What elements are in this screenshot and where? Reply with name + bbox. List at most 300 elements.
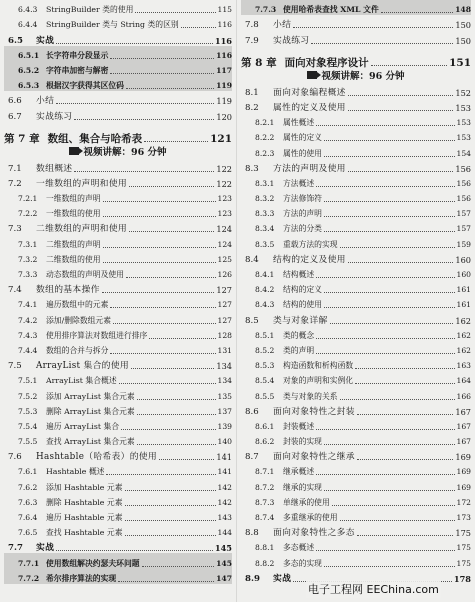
dot-leader xyxy=(324,216,455,217)
dot-leader xyxy=(74,171,214,172)
toc-subsection-entry xyxy=(241,356,471,371)
entry-page-number: 144 xyxy=(217,528,232,538)
toc-subsection-entry xyxy=(241,234,471,249)
entry-page-number: 169 xyxy=(455,452,471,463)
dot-leader xyxy=(316,125,454,126)
entry-page-number: 150 xyxy=(455,35,471,46)
entry-title: 面向对象特性之多态 xyxy=(273,528,355,539)
toc-section-entry xyxy=(241,98,471,113)
entry-number: 8.6.1 xyxy=(255,421,275,431)
entry-page-number: 156 xyxy=(456,178,471,188)
entry-title: 结构的定义及使用 xyxy=(273,254,346,265)
entry-number: 8.2 xyxy=(245,102,259,113)
toc-subsection-entry xyxy=(4,61,232,76)
entry-title: 属性的定义及使用 xyxy=(273,102,346,113)
entry-page-number: 123 xyxy=(217,209,232,219)
dot-leader xyxy=(144,141,208,142)
toc-section-entry xyxy=(241,310,471,325)
entry-title: 长字符串分段显示 xyxy=(46,50,109,60)
toc-subsection-entry xyxy=(4,371,232,386)
entry-number: 8.3.3 xyxy=(255,209,275,219)
dot-leader xyxy=(125,490,216,491)
dot-leader xyxy=(129,186,214,187)
entry-title: 删除 ArrayList 集合元素 xyxy=(46,406,135,416)
toc-section-entry xyxy=(241,250,471,265)
toc-section-entry xyxy=(4,174,232,189)
toc-section-entry xyxy=(241,523,471,538)
toc-subsection-entry xyxy=(4,493,232,508)
video-camera-icon xyxy=(307,71,317,79)
dot-leader xyxy=(121,429,215,430)
dot-leader xyxy=(316,353,454,354)
entry-number: 第 7 章 xyxy=(4,132,40,145)
entry-title: 数组的基本操作 xyxy=(36,285,100,296)
toc-subsection-entry xyxy=(241,219,471,234)
toc-subsection-entry xyxy=(241,128,471,143)
entry-number: 7.5.5 xyxy=(18,437,38,447)
entry-page-number: 120 xyxy=(216,111,232,122)
entry-title: 方法的声明及使用 xyxy=(273,163,346,174)
dot-leader xyxy=(348,110,454,111)
video-duration-text: 视频讲解：96 分钟 xyxy=(83,147,167,158)
toc-subsection-entry xyxy=(4,417,232,432)
dot-leader xyxy=(324,307,455,308)
dot-leader xyxy=(316,338,454,339)
entry-number: 7.9 xyxy=(245,35,259,46)
toc-subsection-entry xyxy=(4,250,232,265)
toc-subsection-entry xyxy=(4,341,232,356)
entry-page-number: 162 xyxy=(455,315,471,326)
entry-title: 一维数组的使用 xyxy=(46,209,101,219)
entry-title: 希尔排序算法的实现 xyxy=(46,573,117,583)
dot-leader xyxy=(125,535,216,536)
entry-number: 7.3.2 xyxy=(18,254,38,264)
entry-title: 小结 xyxy=(36,96,55,107)
toc-chapter-entry xyxy=(4,122,232,144)
dot-leader xyxy=(159,459,214,460)
toc-right-column xyxy=(241,0,471,584)
entry-number: 8.8.1 xyxy=(255,543,275,553)
entry-number: 8.6.2 xyxy=(255,437,275,447)
entry-page-number: 126 xyxy=(217,270,232,279)
entry-title: 遍历数组中的元素 xyxy=(46,300,109,310)
entry-title: 方法的分类 xyxy=(283,224,322,234)
dot-leader xyxy=(371,65,447,66)
entry-number: 8.6 xyxy=(245,406,259,417)
entry-title: 多态概述 xyxy=(283,543,315,553)
entry-page-number: 163 xyxy=(456,361,471,371)
entry-page-number: 121 xyxy=(210,132,232,145)
entry-page-number: 145 xyxy=(214,543,232,554)
entry-page-number: 167 xyxy=(456,421,471,431)
entry-number: 7.7.2 xyxy=(18,573,40,583)
entry-title: 类与对象详解 xyxy=(273,315,328,326)
entry-title: 结构的定义 xyxy=(283,285,322,295)
entry-number: 7.6 xyxy=(8,452,22,463)
entry-title: 实战练习 xyxy=(36,111,73,122)
entry-number: 7.6.4 xyxy=(18,513,38,522)
toc-section-entry xyxy=(241,15,471,30)
entry-number: 7.2 xyxy=(8,178,22,189)
entry-page-number: 175 xyxy=(456,543,471,553)
toc-subsection-entry xyxy=(241,417,471,432)
dot-leader xyxy=(125,505,216,506)
entry-page-number: 152 xyxy=(455,87,471,98)
video-duration-banner xyxy=(241,68,471,83)
entry-number: 7.3 xyxy=(8,224,22,235)
dot-leader xyxy=(330,323,454,324)
entry-number: 7.1 xyxy=(8,163,22,174)
toc-subsection-entry xyxy=(241,143,471,158)
entry-page-number: 167 xyxy=(455,406,471,417)
dot-leader xyxy=(324,444,455,445)
entry-number: 8.3.5 xyxy=(255,239,275,249)
entry-page-number: 160 xyxy=(456,270,471,279)
toc-subsection-entry xyxy=(4,432,232,447)
entry-page-number: 154 xyxy=(456,148,471,158)
entry-page-number: 134 xyxy=(217,376,232,386)
entry-page-number: 137 xyxy=(217,406,232,416)
entry-title: 类的概念 xyxy=(283,330,315,340)
entry-page-number: 127 xyxy=(217,300,232,310)
dot-leader xyxy=(316,186,454,187)
entry-number: 7.4.3 xyxy=(18,330,38,340)
entry-page-number: 117 xyxy=(216,65,232,75)
toc-section-entry xyxy=(4,280,232,295)
toc-section-entry xyxy=(4,356,232,371)
dot-leader xyxy=(324,231,455,232)
entry-number: 8.7.3 xyxy=(255,497,275,507)
entry-page-number: 127 xyxy=(216,285,232,296)
toc-subsection-entry xyxy=(4,234,232,249)
dot-leader xyxy=(113,323,215,324)
entry-title: 根据汉字获得其区位码 xyxy=(46,81,124,91)
entry-title: 面向对象程序设计 xyxy=(284,56,369,69)
entry-number: 8.1 xyxy=(245,87,259,98)
entry-page-number: 156 xyxy=(456,194,471,204)
entry-number: 8.5.5 xyxy=(255,391,275,401)
entry-number: 8.2.2 xyxy=(255,133,275,143)
entry-number: 7.2.2 xyxy=(18,209,38,219)
entry-number: 8.7 xyxy=(245,452,259,463)
entry-title: 实战 xyxy=(36,35,55,46)
entry-page-number: 135 xyxy=(217,391,232,401)
entry-title: Hashtable（哈希表）的使用 xyxy=(36,452,158,463)
dot-leader xyxy=(103,216,216,217)
entry-page-number: 175 xyxy=(456,558,471,568)
dot-leader xyxy=(324,201,455,202)
entry-number: 7.3.1 xyxy=(18,239,38,249)
entry-title: 二维数组的使用 xyxy=(46,254,101,264)
toc-subsection-entry xyxy=(4,204,232,219)
entry-title: 查找 Hashtable 元素 xyxy=(46,528,123,538)
entry-number: 8.5.3 xyxy=(255,361,275,371)
entry-number: 8.3 xyxy=(245,163,259,174)
entry-title: 使用哈希表查找 XML 文件 xyxy=(283,5,379,15)
entry-number: 8.2.1 xyxy=(255,118,275,128)
dot-leader xyxy=(348,95,454,96)
entry-title: 继承的实现 xyxy=(283,482,322,492)
entry-title: 重载方法的实现 xyxy=(283,239,338,249)
entry-number: 8.3.4 xyxy=(255,224,275,234)
toc-subsection-entry xyxy=(241,462,471,477)
entry-number: 8.8 xyxy=(245,528,259,539)
dot-leader xyxy=(106,474,215,475)
entry-number: 7.7.1 xyxy=(18,558,40,568)
entry-number: 8.5.1 xyxy=(255,330,275,340)
toc-section-entry xyxy=(4,538,232,553)
dot-leader xyxy=(357,535,453,536)
entry-title: 面向对象编程概述 xyxy=(273,87,346,98)
entry-title: 一维数组的声明和使用 xyxy=(36,178,127,189)
dot-leader xyxy=(149,338,215,339)
dot-leader xyxy=(324,490,455,491)
dot-leader xyxy=(56,550,213,551)
entry-title: 继承概述 xyxy=(283,467,315,477)
toc-section-entry xyxy=(4,30,232,45)
entry-page-number: 122 xyxy=(216,178,232,189)
entry-page-number: 150 xyxy=(455,20,471,31)
entry-page-number: 119 xyxy=(216,81,232,91)
entry-page-number: 131 xyxy=(217,345,232,355)
entry-number: 8.7.1 xyxy=(255,467,275,477)
entry-number: 8.8.2 xyxy=(255,558,275,568)
toc-subsection-entry xyxy=(4,553,232,568)
entry-page-number: 119 xyxy=(216,96,232,107)
entry-title: 构造函数和析构函数 xyxy=(283,361,354,371)
toc-subsection-entry xyxy=(4,310,232,325)
entry-page-number: 124 xyxy=(216,224,232,235)
entry-title: Hashtable 概述 xyxy=(46,467,105,477)
video-duration-text: 视频讲解：96 分钟 xyxy=(321,71,405,83)
toc-subsection-entry xyxy=(4,386,232,401)
entry-page-number: 115 xyxy=(217,5,232,15)
dot-leader xyxy=(56,43,213,44)
toc-subsection-entry xyxy=(241,0,471,15)
toc-subsection-entry xyxy=(241,538,471,553)
entry-title: 添加 ArrayList 集合元素 xyxy=(46,391,135,401)
entry-number: 6.7 xyxy=(8,111,22,122)
dot-leader xyxy=(324,566,455,567)
entry-page-number: 164 xyxy=(456,376,471,386)
toc-subsection-entry xyxy=(4,462,232,477)
toc-section-entry xyxy=(241,447,471,462)
toc-subsection-entry xyxy=(4,265,232,280)
dot-leader xyxy=(126,88,214,89)
toc-subsection-entry xyxy=(4,76,232,91)
video-camera-icon xyxy=(69,147,79,155)
entry-page-number: 140 xyxy=(217,437,232,447)
entry-number: 8.7.2 xyxy=(255,482,275,492)
entry-page-number: 142 xyxy=(217,482,232,492)
entry-title: 数组概述 xyxy=(36,163,73,174)
entry-page-number: 153 xyxy=(455,102,471,113)
entry-page-number: 161 xyxy=(456,300,471,310)
entry-title: StringBuilder 类与 String 类的区别 xyxy=(46,20,179,30)
entry-number: 7.8 xyxy=(245,20,259,31)
dot-leader xyxy=(357,459,453,460)
entry-title: 实战 xyxy=(273,573,292,584)
entry-title: 删除 Hashtable 元素 xyxy=(46,497,123,507)
toc-subsection-entry xyxy=(4,189,232,204)
dot-leader xyxy=(340,399,455,400)
entry-page-number: 147 xyxy=(216,573,232,583)
toc-subsection-entry xyxy=(4,402,232,417)
dot-leader xyxy=(324,292,455,293)
toc-section-entry xyxy=(241,159,471,174)
toc-subsection-entry xyxy=(241,174,471,189)
toc-subsection-entry xyxy=(241,326,471,341)
entry-page-number: 172 xyxy=(456,497,471,507)
entry-number: 7.7.3 xyxy=(255,5,277,15)
dot-leader xyxy=(126,277,216,278)
toc-subsection-entry xyxy=(4,523,232,538)
entry-page-number: 160 xyxy=(455,254,471,265)
entry-page-number: 122 xyxy=(216,163,232,174)
dot-leader xyxy=(137,414,216,415)
dot-leader xyxy=(340,520,455,521)
entry-title: 小结 xyxy=(273,20,292,31)
entry-page-number: 141 xyxy=(217,467,232,477)
entry-page-number: 116 xyxy=(217,20,232,30)
dot-leader xyxy=(110,73,214,74)
entry-title: 结构的使用 xyxy=(283,300,322,310)
toc-subsection-entry xyxy=(4,326,232,341)
entry-number: 7.6.1 xyxy=(18,467,38,477)
entry-number: 7.2.1 xyxy=(18,194,38,204)
toc-subsection-entry xyxy=(241,493,471,508)
entry-number: 8.9 xyxy=(245,573,260,584)
entry-title: 方法的声明 xyxy=(283,209,322,219)
entry-number: 8.4 xyxy=(245,254,259,265)
entry-title: 单继承的使用 xyxy=(283,497,330,507)
dot-leader xyxy=(137,444,216,445)
dot-leader xyxy=(103,262,216,263)
toc-section-entry xyxy=(4,219,232,234)
entry-number: 7.5.2 xyxy=(18,391,38,401)
entry-number: 6.5 xyxy=(8,35,23,46)
toc-subsection-entry xyxy=(241,432,471,447)
entry-number: 7.4.4 xyxy=(18,345,38,355)
entry-page-number: 169 xyxy=(456,467,471,477)
dot-leader xyxy=(119,383,216,384)
entry-title: 遍历 Hashtable 元素 xyxy=(46,513,123,522)
toc-subsection-entry xyxy=(241,553,471,568)
dot-leader xyxy=(74,119,214,120)
entry-title: 一维数组的声明 xyxy=(46,194,101,204)
toc-section-entry xyxy=(241,402,471,417)
entry-page-number: 141 xyxy=(216,452,232,463)
dot-leader xyxy=(357,414,453,415)
entry-title: StringBuilder 类的使用 xyxy=(46,5,134,15)
video-duration-banner xyxy=(4,144,232,159)
entry-page-number: 175 xyxy=(455,528,471,539)
toc-subsection-entry xyxy=(241,189,471,204)
toc-subsection-entry xyxy=(241,508,471,523)
entry-title: 遍历 ArrayList 集合 xyxy=(46,421,120,431)
toc-subsection-entry xyxy=(241,386,471,401)
dot-leader xyxy=(142,566,215,567)
dot-leader xyxy=(316,277,454,278)
entry-page-number: 162 xyxy=(456,345,471,355)
entry-title: 对象的声明和实例化 xyxy=(283,376,354,386)
dot-leader xyxy=(129,231,214,232)
entry-page-number: 142 xyxy=(217,497,232,507)
dot-leader xyxy=(110,307,215,308)
dot-leader xyxy=(110,353,215,354)
entry-title: 封装概述 xyxy=(283,421,315,431)
dot-leader xyxy=(56,103,214,104)
dot-leader xyxy=(311,43,453,44)
toc-section-entry xyxy=(4,447,232,462)
entry-page-number: 156 xyxy=(455,163,471,174)
entry-title: ArrayList 集合概述 xyxy=(46,376,117,386)
entry-title: 添加/删除数组元素 xyxy=(46,315,112,325)
dot-leader xyxy=(110,58,214,59)
entry-page-number: 157 xyxy=(456,209,471,219)
entry-title: 数组的合并与拆分 xyxy=(46,345,109,355)
entry-title: 实战练习 xyxy=(273,35,310,46)
entry-number: 7.5 xyxy=(8,361,22,372)
toc-subsection-entry xyxy=(241,341,471,356)
site-watermark: 电子工程网 EEChina.com xyxy=(306,580,441,598)
entry-title: 字符串加密与解密 xyxy=(46,65,109,75)
toc-subsection-entry xyxy=(4,0,232,15)
dot-leader xyxy=(324,140,455,141)
entry-number: 6.6 xyxy=(8,96,22,107)
dot-leader xyxy=(340,247,455,248)
column-divider xyxy=(236,0,237,602)
dot-leader xyxy=(316,474,454,475)
entry-title: 类的声明 xyxy=(283,345,315,355)
entry-number: 8.5 xyxy=(245,315,259,326)
entry-page-number: 123 xyxy=(217,194,232,204)
toc-section-entry xyxy=(241,83,471,98)
entry-page-number: 153 xyxy=(456,133,471,143)
toc-subsection-entry xyxy=(4,15,232,30)
entry-title: 添加 Hashtable 元素 xyxy=(46,482,123,492)
entry-title: 面向对象特性之继承 xyxy=(273,452,355,463)
entry-number: 7.4.1 xyxy=(18,300,38,310)
dot-leader xyxy=(324,156,455,157)
entry-number: 6.5.1 xyxy=(18,50,40,60)
entry-page-number: 173 xyxy=(456,513,471,522)
toc-subsection-entry xyxy=(4,508,232,523)
entry-page-number: 157 xyxy=(456,224,471,234)
entry-title: 二维数组的声明 xyxy=(46,239,101,249)
entry-title: 属性概述 xyxy=(283,118,315,128)
toc-subsection-entry xyxy=(4,569,232,584)
entry-number: 8.4.3 xyxy=(255,300,275,310)
entry-page-number: 161 xyxy=(456,285,471,295)
entry-title: 多重继承的使用 xyxy=(283,513,338,522)
entry-title: 封装的实现 xyxy=(283,437,322,447)
entry-number: 7.6.5 xyxy=(18,528,38,538)
entry-title: 二维数组的声明和使用 xyxy=(36,224,127,235)
dot-leader xyxy=(102,292,215,293)
entry-number: 7.5.3 xyxy=(18,406,38,416)
toc-section-entry xyxy=(4,106,232,121)
dot-leader xyxy=(348,171,454,172)
entry-page-number: 116 xyxy=(214,35,232,46)
entry-page-number: 167 xyxy=(456,437,471,447)
dot-leader xyxy=(348,262,454,263)
entry-title: 数组、集合与哈希表 xyxy=(47,132,143,145)
entry-number: 6.5.3 xyxy=(18,81,40,91)
toc-subsection-entry xyxy=(4,477,232,492)
entry-number: 7.3.3 xyxy=(18,270,38,279)
dot-leader xyxy=(316,550,454,551)
